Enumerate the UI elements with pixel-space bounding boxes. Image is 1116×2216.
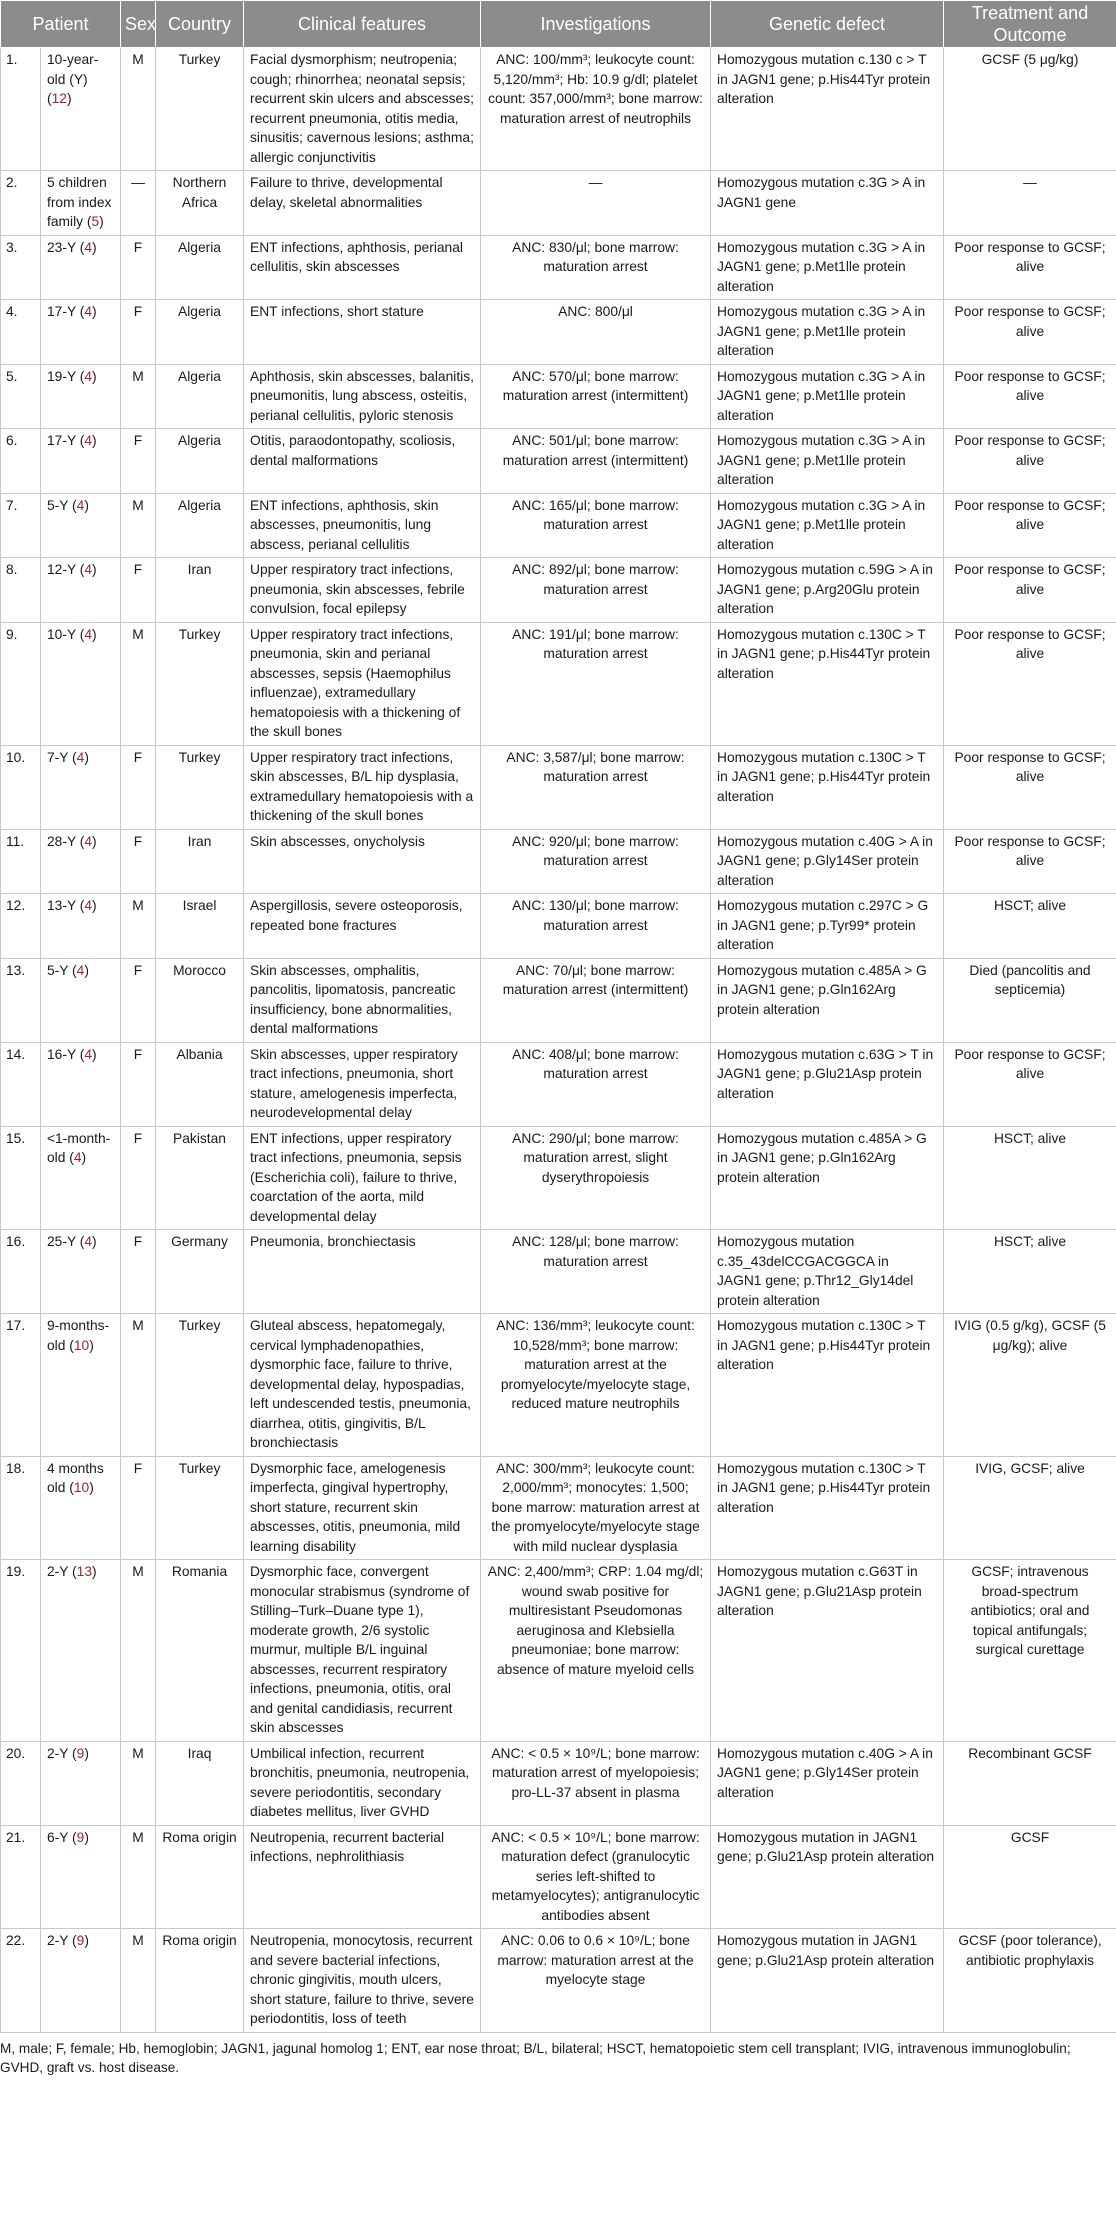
row-number: 21.	[1, 1825, 41, 1929]
country-cell: Algeria	[156, 493, 244, 558]
investigations-cell: ANC: 165/μl; bone marrow: maturation arrest	[481, 493, 711, 558]
sex-cell: F	[121, 1042, 156, 1126]
reference-link[interactable]: 4	[84, 898, 93, 913]
reference-close-paren: )	[92, 368, 97, 384]
reference-close-paren: )	[84, 1933, 89, 1948]
row-number: 18.	[1, 1456, 41, 1560]
reference-link[interactable]: 4	[84, 239, 93, 255]
row-number: 6.	[1, 429, 41, 494]
treatment-outcome-cell: Poor response to GCSF; alive	[944, 558, 1116, 623]
row-number: 15.	[1, 1126, 41, 1230]
clinical-features-cell: ENT infections, upper respiratory tract infections, pneumonia, sepsis (Escherichia coli), failure to thrive, coarctation of the aorta, mild developmental delay	[244, 1126, 481, 1230]
country-cell: Germany	[156, 1230, 244, 1314]
patient-cell	[41, 622, 121, 745]
patient-cell	[41, 300, 121, 365]
country-cell: Turkey	[156, 1456, 244, 1560]
genetic-defect-cell: Homozygous mutation c.130 c > T in JAGN1 gene; p.His44Tyr protein alteration	[711, 48, 944, 171]
reference-link[interactable]: 5	[91, 214, 100, 229]
investigations-cell: —	[481, 171, 711, 236]
genetic-defect-cell: Homozygous mutation c.297C > G in JAGN1 gene; p.Tyr99* protein alteration	[711, 894, 944, 959]
country-cell: Turkey	[156, 1314, 244, 1457]
reference-close-paren: )	[92, 562, 97, 577]
patient-age: 28-Y (	[47, 833, 85, 849]
sex-cell: M	[121, 1929, 156, 2033]
sex-cell: M	[121, 364, 156, 429]
patient-cell	[41, 745, 121, 829]
treatment-outcome-cell: GCSF	[944, 1825, 1116, 1929]
row-number: 19.	[1, 1560, 41, 1742]
sex-cell: M	[121, 1825, 156, 1929]
patient-age: 17-Y (	[47, 304, 85, 319]
treatment-outcome-cell: Poor response to GCSF; alive	[944, 1042, 1116, 1126]
treatment-outcome-cell: HSCT; alive	[944, 894, 1116, 959]
patient-cell	[41, 235, 121, 300]
investigations-cell: ANC: 136/mm³; leukocyte count: 10,528/mm³; bone marrow: maturation arrest at the promyelocyte/myelocyte stage, reduced mature neutrophils	[481, 1314, 711, 1457]
patient-cell	[41, 1230, 121, 1314]
patient-cell	[41, 48, 121, 171]
investigations-cell: ANC: 191/μl; bone marrow: maturation arrest	[481, 622, 711, 745]
table-row	[1, 364, 1116, 429]
investigations-cell: ANC: 800/μl	[481, 300, 711, 365]
row-number: 11.	[1, 829, 41, 894]
genetic-defect-cell: Homozygous mutation in JAGN1 gene; p.Glu21Asp protein alteration	[711, 1825, 944, 1929]
patient-cell	[41, 493, 121, 558]
reference-close-paren: )	[92, 898, 97, 913]
country-cell: Turkey	[156, 48, 244, 171]
patient-age: 12-Y (	[47, 562, 85, 577]
treatment-outcome-cell: Poor response to GCSF; alive	[944, 300, 1116, 365]
treatment-outcome-cell: HSCT; alive	[944, 1126, 1116, 1230]
genetic-defect-cell: Homozygous mutation c.485A > G in JAGN1 gene; p.Gln162Arg protein alteration	[711, 1126, 944, 1230]
row-number: 2.	[1, 171, 41, 236]
investigations-cell: ANC: 830/μl; bone marrow: maturation arrest	[481, 235, 711, 300]
genetic-defect-cell: Homozygous mutation c.3G > A in JAGN1 gene; p.Met1lle protein alteration	[711, 300, 944, 365]
reference-close-paren: )	[84, 1829, 89, 1845]
patient-age: 16-Y (	[47, 1046, 85, 1062]
patient-cell	[41, 1042, 121, 1126]
sex-cell: F	[121, 235, 156, 300]
investigations-cell: ANC: 100/mm³; leukocyte count: 5,120/mm³; Hb: 10.9 g/dl; platelet count: 357,000/mm³; bone marrow: maturation arrest of neutrophils	[481, 48, 711, 171]
table-row	[1, 300, 1116, 365]
table-row	[1, 958, 1116, 1042]
reference-link[interactable]: 4	[84, 1234, 93, 1249]
patient-cell	[41, 171, 121, 236]
patient-age: 5 children from index family (	[47, 175, 112, 229]
investigations-cell: ANC: 2,400/mm³; CRP: 1.04 mg/dl; wound swab positive for multiresistant Pseudomonas aeruginosa and Klebsiella pneumoniae; bone marrow: absence of mature myeloid cells	[481, 1560, 711, 1742]
treatment-outcome-cell: Poor response to GCSF; alive	[944, 429, 1116, 494]
table-row	[1, 1560, 1116, 1742]
country-cell: Iran	[156, 558, 244, 623]
sex-cell: F	[121, 829, 156, 894]
investigations-cell: ANC: < 0.5 × 10⁹/L; bone marrow: maturation defect (granulocytic series left-shifted to metamyelocytes); antigranulocytic antibodies absent	[481, 1825, 711, 1929]
clinical-features-cell: Aspergillosis, severe osteoporosis, repeated bone fractures	[244, 894, 481, 959]
table-body	[1, 48, 1116, 2033]
row-number: 16.	[1, 1230, 41, 1314]
sex-cell: M	[121, 48, 156, 171]
patient-age: <1-month-old (	[47, 1130, 111, 1165]
row-number: 3.	[1, 235, 41, 300]
table-row	[1, 1741, 1116, 1825]
country-cell: Morocco	[156, 958, 244, 1042]
genetic-defect-cell: Homozygous mutation c.40G > A in JAGN1 gene; p.Gly14Ser protein alteration	[711, 1741, 944, 1825]
reference-close-paren: )	[99, 214, 104, 229]
row-number: 14.	[1, 1042, 41, 1126]
clinical-features-cell: Pneumonia, bronchiectasis	[244, 1230, 481, 1314]
reference-link[interactable]: 4	[84, 368, 93, 384]
table-row	[1, 1929, 1116, 2033]
table-row	[1, 48, 1116, 171]
reference-link[interactable]: 4	[73, 1150, 82, 1165]
row-number: 13.	[1, 958, 41, 1042]
clinical-features-cell: Upper respiratory tract infections, pneumonia, skin and perianal abscesses, sepsis (Haemophilus influenzae), extramedullary hematopoiesis with a thickening of the skull bones	[244, 622, 481, 745]
genetic-defect-cell: Homozygous mutation c.59G > A in JAGN1 gene; p.Arg20Glu protein alteration	[711, 558, 944, 623]
genetic-defect-cell: Homozygous mutation c.485A > G in JAGN1 gene; p.Gln162Arg protein alteration	[711, 958, 944, 1042]
patient-age: 2-Y (	[47, 1564, 77, 1579]
sex-cell: —	[121, 171, 156, 236]
treatment-outcome-cell: GCSF; intravenous broad-spectrum antibiotics; oral and topical antifungals; surgical curettage	[944, 1560, 1116, 1742]
table-row	[1, 235, 1116, 300]
treatment-outcome-cell: Poor response to GCSF; alive	[944, 829, 1116, 894]
country-cell: Iraq	[156, 1741, 244, 1825]
reference-link[interactable]: 4	[84, 626, 93, 642]
clinical-features-cell: Failure to thrive, developmental delay, skeletal abnormalities	[244, 171, 481, 236]
sex-cell: M	[121, 493, 156, 558]
genetic-defect-cell: Homozygous mutation c.130C > T in JAGN1 gene; p.His44Tyr protein alteration	[711, 1314, 944, 1457]
row-number: 4.	[1, 300, 41, 365]
table-row	[1, 171, 1116, 236]
sex-cell: F	[121, 1126, 156, 1230]
country-cell: Algeria	[156, 364, 244, 429]
reference-close-paren: )	[66, 91, 72, 106]
patient-cell	[41, 1126, 121, 1230]
reference-close-paren: )	[84, 749, 89, 765]
reference-link[interactable]: 4	[84, 833, 93, 849]
table-row	[1, 1126, 1116, 1230]
table-row	[1, 558, 1116, 623]
country-cell: Algeria	[156, 429, 244, 494]
treatment-outcome-cell: IVIG (0.5 g/kg), GCSF (5 μg/kg); alive	[944, 1314, 1116, 1457]
table-row	[1, 1042, 1116, 1126]
country-cell: Israel	[156, 894, 244, 959]
reference-close-paren: )	[92, 1046, 97, 1062]
patient-cell	[41, 429, 121, 494]
table-footnote: M, male; F, female; Hb, hemoglobin; JAGN1, jagunal homolog 1; ENT, ear nose throat; B/L, bilateral; HSCT, hematopoietic stem cell transplant; IVIG, intravenous immunoglobulin; GVHD, graft vs. host disease.	[0, 2040, 1071, 2075]
reference-close-paren: )	[81, 1150, 87, 1165]
patient-age: 17-Y (	[47, 433, 85, 448]
clinical-features-cell: Skin abscesses, onycholysis	[244, 829, 481, 894]
sex-cell: F	[121, 558, 156, 623]
patient-age: 2-Y (	[47, 1933, 77, 1948]
patient-age: 10-Y (	[47, 626, 85, 642]
reference-close-paren: )	[92, 239, 97, 255]
reference-close-paren: )	[84, 962, 89, 978]
investigations-cell: ANC: < 0.5 × 10⁹/L; bone marrow: maturation arrest of myelopoiesis; pro-LL-37 absent in plasma	[481, 1741, 711, 1825]
reference-link[interactable]: 9	[76, 1829, 85, 1845]
clinical-features-cell: Skin abscesses, omphalitis, pancolitis, lipomatosis, pancreatic insufficiency, bone abnormalities, dental malformations	[244, 958, 481, 1042]
investigations-cell: ANC: 128/μl; bone marrow: maturation arrest	[481, 1230, 711, 1314]
treatment-outcome-cell: Poor response to GCSF; alive	[944, 235, 1116, 300]
patient-cell	[41, 958, 121, 1042]
genetic-defect-cell: Homozygous mutation c.40G > A in JAGN1 gene; p.Gly14Ser protein alteration	[711, 829, 944, 894]
treatment-outcome-cell: GCSF (5 μg/kg)	[944, 48, 1116, 171]
header-sex: Sex	[121, 1, 156, 48]
reference-close-paren: )	[92, 1234, 97, 1249]
row-number: 12.	[1, 894, 41, 959]
patient-cell	[41, 1741, 121, 1825]
investigations-cell: ANC: 892/μl; bone marrow: maturation arrest	[481, 558, 711, 623]
reference-close-paren: )	[89, 1480, 94, 1495]
header-country: Country	[156, 1, 244, 48]
treatment-outcome-cell: Died (pancolitis and septicemia)	[944, 958, 1116, 1042]
clinical-features-cell: Gluteal abscess, hepatomegaly, cervical lymphadenopathies, dysmorphic face, failure to thrive, developmental delay, hypospadias, left undescended testis, pneumonia, diarrhea, otitis, gingivitis, B/L bronchiectasis	[244, 1314, 481, 1457]
table-row	[1, 1314, 1116, 1457]
investigations-cell: ANC: 0.06 to 0.6 × 10⁹/L; bone marrow: maturation arrest at the myelocyte stage	[481, 1929, 711, 2033]
patient-cell	[41, 829, 121, 894]
table-row	[1, 1456, 1116, 1560]
patient-age: 5-Y (	[47, 497, 77, 513]
reference-link[interactable]: 4	[76, 749, 85, 765]
patient-cell	[41, 558, 121, 623]
clinical-features-cell: Aphthosis, skin abscesses, balanitis, pneumonitis, lung abscess, osteitis, perianal cellulitis, pyloric stenosis	[244, 364, 481, 429]
patient-cell	[41, 364, 121, 429]
reference-close-paren: )	[92, 626, 97, 642]
patient-cell	[41, 1929, 121, 2033]
clinical-features-cell: ENT infections, aphthosis, perianal cellulitis, skin abscesses	[244, 235, 481, 300]
reference-close-paren: )	[92, 833, 97, 849]
clinical-features-cell: Upper respiratory tract infections, pneumonia, skin abscesses, febrile convulsion, focal epilepsy	[244, 558, 481, 623]
reference-link[interactable]: 9	[76, 1745, 85, 1761]
clinical-features-cell: Neutropenia, monocytosis, recurrent and severe bacterial infections, chronic gingivitis, mouth ulcers, short stature, failure to thrive, severe periodontitis, loss of teeth	[244, 1929, 481, 2033]
genetic-defect-cell: Homozygous mutation c.3G > A in JAGN1 gene; p.Met1lle protein alteration	[711, 493, 944, 558]
clinical-features-cell: Neutropenia, recurrent bacterial infections, nephrolithiasis	[244, 1825, 481, 1929]
country-cell: Algeria	[156, 235, 244, 300]
sex-cell: M	[121, 1741, 156, 1825]
row-number: 17.	[1, 1314, 41, 1457]
country-cell: Iran	[156, 829, 244, 894]
reference-link[interactable]: 10	[73, 1480, 90, 1495]
reference-close-paren: )	[92, 1564, 97, 1579]
sex-cell: M	[121, 1560, 156, 1742]
patient-age: 4 months old (	[47, 1460, 104, 1495]
genetic-defect-cell: Homozygous mutation c.130C > T in JAGN1 gene; p.His44Tyr protein alteration	[711, 745, 944, 829]
genetic-defect-cell: Homozygous mutation c.130C > T in JAGN1 gene; p.His44Tyr protein alteration	[711, 1456, 944, 1560]
patient-age: 19-Y (	[47, 368, 85, 384]
table-header	[1, 1, 1116, 48]
patient-age: 2-Y (	[47, 1745, 77, 1761]
country-cell: Turkey	[156, 745, 244, 829]
clinical-features-cell: Dysmorphic face, amelogenesis imperfecta, gingival hypertrophy, short stature, recurrent skin abscesses, otitis, pneumonia, mild learning disability	[244, 1456, 481, 1560]
treatment-outcome-cell: Recombinant GCSF	[944, 1741, 1116, 1825]
header-genetic-defect: Genetic defect	[711, 1, 944, 48]
patient-age: 25-Y (	[47, 1234, 85, 1249]
reference-link[interactable]: 9	[76, 1933, 85, 1948]
investigations-cell: ANC: 290/μl; bone marrow: maturation arrest, slight dyserythropoiesis	[481, 1126, 711, 1230]
sex-cell: M	[121, 894, 156, 959]
treatment-outcome-cell: IVIG, GCSF; alive	[944, 1456, 1116, 1560]
genetic-defect-cell: Homozygous mutation c.130C > T in JAGN1 gene; p.His44Tyr protein alteration	[711, 622, 944, 745]
patient-cell	[41, 1314, 121, 1457]
sex-cell: F	[121, 429, 156, 494]
sex-cell: F	[121, 958, 156, 1042]
reference-link[interactable]: 4	[84, 304, 93, 319]
treatment-outcome-cell: —	[944, 171, 1116, 236]
reference-close-paren: )	[84, 1745, 89, 1761]
table-row	[1, 429, 1116, 494]
sex-cell: F	[121, 300, 156, 365]
reference-link[interactable]: 4	[76, 497, 85, 513]
table-row	[1, 1230, 1116, 1314]
reference-close-paren: )	[89, 1337, 94, 1353]
reference-link[interactable]: 4	[84, 562, 93, 577]
genetic-defect-cell: Homozygous mutation in JAGN1 gene; p.Glu21Asp protein alteration	[711, 1929, 944, 2033]
patient-age: 10-year-old (Y) (	[47, 52, 99, 106]
investigations-cell: ANC: 70/μl; bone marrow: maturation arrest (intermittent)	[481, 958, 711, 1042]
clinical-features-cell: Upper respiratory tract infections, skin abscesses, B/L hip dysplasia, extramedullary hematopoiesis with a thickening of the skull bones	[244, 745, 481, 829]
treatment-outcome-cell: Poor response to GCSF; alive	[944, 364, 1116, 429]
treatment-outcome-cell: HSCT; alive	[944, 1230, 1116, 1314]
clinical-features-cell: Otitis, paraodontopathy, scoliosis, dental malformations	[244, 429, 481, 494]
genetic-defect-cell: Homozygous mutation c.3G > A in JAGN1 gene; p.Met1lle protein alteration	[711, 429, 944, 494]
country-cell: Northern Africa	[156, 171, 244, 236]
patient-age: 9-months-old (	[47, 1318, 110, 1353]
patient-age: 7-Y (	[47, 749, 77, 765]
header-treatment-outcome: Treatment and Outcome	[944, 1, 1116, 48]
row-number: 7.	[1, 493, 41, 558]
clinical-features-cell: Facial dysmorphism; neutropenia; cough; rhinorrhea; neonatal sepsis; recurrent skin ulcers and abscesses; recurrent pneumonia, otitis media, sinusitis; cavernous lesions; asthma; allergic conjunctivitis	[244, 48, 481, 171]
table-row	[1, 745, 1116, 829]
investigations-cell: ANC: 570/μl; bone marrow: maturation arrest (intermittent)	[481, 364, 711, 429]
treatment-outcome-cell: GCSF (poor tolerance), antibiotic prophylaxis	[944, 1929, 1116, 2033]
investigations-cell: ANC: 501/μl; bone marrow: maturation arrest (intermittent)	[481, 429, 711, 494]
investigations-cell: ANC: 3,587/μl; bone marrow: maturation arrest	[481, 745, 711, 829]
patient-cell	[41, 1456, 121, 1560]
genetic-defect-cell: Homozygous mutation c.63G > T in JAGN1 gene; p.Glu21Asp protein alteration	[711, 1042, 944, 1126]
patient-age: 6-Y (	[47, 1829, 77, 1845]
country-cell: Roma origin	[156, 1825, 244, 1929]
patient-cell	[41, 894, 121, 959]
reference-link[interactable]: 12	[51, 91, 67, 106]
table-row	[1, 894, 1116, 959]
clinical-features-cell: Dysmorphic face, convergent monocular strabismus (syndrome of Stilling–Turk–Duane type 1), moderate growth, 2/6 systolic murmur, multiple B/L inguinal abscesses, recurrent respiratory infections, pneumonia, otitis, oral and genital candidiasis, recurrent skin abscesses	[244, 1560, 481, 1742]
row-number: 8.	[1, 558, 41, 623]
treatment-outcome-cell: Poor response to GCSF; alive	[944, 493, 1116, 558]
genetic-defect-cell: Homozygous mutation c.35_43delCCGACGGCA in JAGN1 gene; p.Thr12_Gly14del protein alteration	[711, 1230, 944, 1314]
patient-age: 5-Y (	[47, 962, 77, 978]
sex-cell: F	[121, 1456, 156, 1560]
country-cell: Romania	[156, 1560, 244, 1742]
reference-link[interactable]: 4	[76, 962, 85, 978]
row-number: 10.	[1, 745, 41, 829]
reference-link[interactable]: 13	[76, 1564, 93, 1579]
country-cell: Algeria	[156, 300, 244, 365]
clinical-features-cell: Umbilical infection, recurrent bronchitis, pneumonia, neutropenia, severe periodontitis, secondary diabetes mellitus, liver GVHD	[244, 1741, 481, 1825]
row-number: 20.	[1, 1741, 41, 1825]
row-number: 22.	[1, 1929, 41, 2033]
table-row	[1, 1825, 1116, 1929]
reference-close-paren: )	[84, 497, 89, 513]
reference-close-paren: )	[92, 433, 97, 448]
patient-cell	[41, 1560, 121, 1742]
clinical-features-cell: ENT infections, short stature	[244, 300, 481, 365]
sex-cell: M	[121, 1314, 156, 1457]
investigations-cell: ANC: 408/μl; bone marrow: maturation arrest	[481, 1042, 711, 1126]
header-investigations: Investigations	[481, 1, 711, 48]
investigations-cell: ANC: 300/mm³; leukocyte count: 2,000/mm³; monocytes: 1,500; bone marrow: maturation arrest at the promyelocyte/myelocyte stage with mild nuclear dysplasia	[481, 1456, 711, 1560]
investigations-cell: ANC: 130/μl; bone marrow: maturation arrest	[481, 894, 711, 959]
table-row	[1, 829, 1116, 894]
clinical-features-cell: Skin abscesses, upper respiratory tract infections, pneumonia, short stature, amelogenesis imperfecta, neurodevelopmental delay	[244, 1042, 481, 1126]
country-cell: Albania	[156, 1042, 244, 1126]
country-cell: Roma origin	[156, 1929, 244, 2033]
reference-close-paren: )	[92, 304, 97, 319]
investigations-cell: ANC: 920/μl; bone marrow: maturation arrest	[481, 829, 711, 894]
row-number: 1.	[1, 48, 41, 171]
country-cell: Pakistan	[156, 1126, 244, 1230]
header-patient: Patient	[1, 1, 121, 48]
sex-cell: F	[121, 745, 156, 829]
sex-cell: F	[121, 1230, 156, 1314]
header-row	[1, 1, 1116, 48]
table-row	[1, 493, 1116, 558]
genetic-defect-cell: Homozygous mutation c.3G > A in JAGN1 gene; p.Met1lle protein alteration	[711, 235, 944, 300]
country-cell: Turkey	[156, 622, 244, 745]
treatment-outcome-cell: Poor response to GCSF; alive	[944, 622, 1116, 745]
patient-age: 23-Y (	[47, 239, 85, 255]
reference-link[interactable]: 4	[84, 433, 93, 448]
table-row	[1, 622, 1116, 745]
genetic-defect-cell: Homozygous mutation c.G63T in JAGN1 gene; p.Glu21Asp protein alteration	[711, 1560, 944, 1742]
patient-age: 13-Y (	[47, 898, 85, 913]
patient-cell	[41, 1825, 121, 1929]
genetic-defect-cell: Homozygous mutation c.3G > A in JAGN1 gene	[711, 171, 944, 236]
clinical-features-cell: ENT infections, aphthosis, skin abscesses, pneumonitis, lung abscess, perianal cellulitis	[244, 493, 481, 558]
treatment-outcome-cell: Poor response to GCSF; alive	[944, 745, 1116, 829]
reference-link[interactable]: 10	[73, 1337, 90, 1353]
sex-cell: M	[121, 622, 156, 745]
genetic-defect-cell: Homozygous mutation c.3G > A in JAGN1 gene; p.Met1lle protein alteration	[711, 364, 944, 429]
row-number: 9.	[1, 622, 41, 745]
reference-link[interactable]: 4	[84, 1046, 93, 1062]
header-clinical-features: Clinical features	[244, 1, 481, 48]
row-number: 5.	[1, 364, 41, 429]
